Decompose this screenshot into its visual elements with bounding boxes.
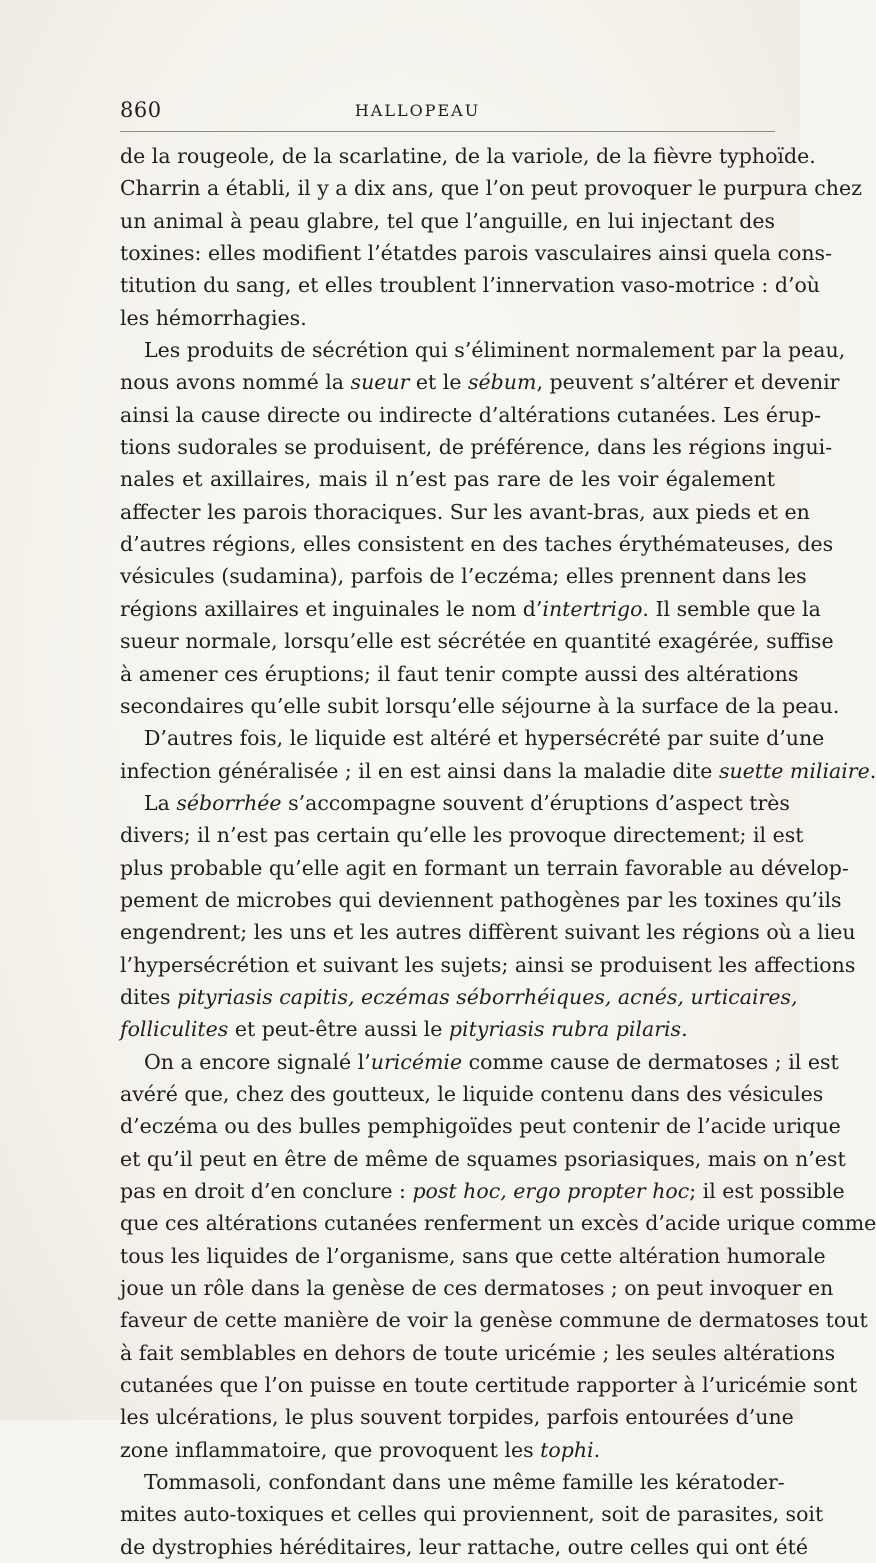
body-text xyxy=(120,140,876,1563)
italic-text: séborrhée xyxy=(176,790,282,815)
text-line: sueur normale, lorsqu’elle est sécrétée en quantité exagérée, suffise xyxy=(120,629,834,654)
text-line xyxy=(120,755,876,787)
text-line: l’hypersécrétion et suivant les sujets; ainsi se produisent les affections xyxy=(120,952,856,977)
text-line: d’autres régions, elles consistent en des taches érythémateuses, des xyxy=(120,532,834,557)
text-segment: pas en droit d’en conclure : xyxy=(120,1179,413,1203)
text-segment: zone inflammatoire, que provoquent les xyxy=(120,1437,541,1462)
text-line: mites auto-toxiques et celles qui proviennent, soit de parasites, soit xyxy=(120,1502,824,1527)
text-line: engendrent; les uns et les autres diffèrent suivant les régions où a lieu xyxy=(120,920,856,945)
text-line: joue un rôle dans la genèse de ces dermatoses ; on peut invoquer en xyxy=(120,1276,834,1301)
text-line: nales et axillaires, mais il n’est pas rare de les voir également xyxy=(120,467,775,492)
text-line: toxines: elles modifient l’étatdes parois vasculaires ainsi quela cons- xyxy=(120,241,832,266)
text-line xyxy=(120,1434,775,1466)
text-line: vésicules (sudamina), parfois de l’eczéma; elles prennent dans les xyxy=(120,564,807,589)
text-line: tous les liquides de l’organisme, sans que cette altération humorale xyxy=(120,1243,826,1268)
header-rule xyxy=(120,131,775,132)
text-line: à amener ces éruptions; il faut tenir compte aussi des altérations xyxy=(120,661,799,686)
text-segment: régions axillaires et inguinales le nom d’ xyxy=(120,596,543,621)
text-segment: et peut-être aussi le xyxy=(228,1017,449,1042)
text-line: de la rougeole, de la scarlatine, de la variole, de la fièvre typhoïde. xyxy=(120,144,816,168)
text-segment: s’accompagne souvent d’éruptions d’aspect très xyxy=(281,790,790,815)
text-segment: infection généralisée ; il en est ainsi dans la maladie dite xyxy=(120,758,719,783)
italic-text: pityriasis rubra pilaris xyxy=(448,1017,682,1042)
text-segment: nous avons nommé la xyxy=(120,370,351,395)
text-line: faveur de cette manière de voir la genèse commune de dermatoses tout xyxy=(120,1308,868,1333)
italic-text: intertrigo xyxy=(542,596,643,621)
text-segment: comme cause de dermatoses ; il est xyxy=(462,1049,839,1074)
text-segment: La xyxy=(144,790,177,815)
text-line xyxy=(120,981,798,1013)
text-segment: On a encore signalé l’ xyxy=(144,1049,371,1074)
text-line: que ces altérations cutanées renferment un excès d’acide urique comme xyxy=(120,1211,876,1236)
text-line xyxy=(120,1175,845,1207)
text-line: à fait semblables en dehors de toute uricémie ; les seules altérations xyxy=(120,1340,836,1365)
text-line: cutanées que l’on puisse en toute certitude rapporter à l’uricémie sont xyxy=(120,1373,858,1398)
text-line: divers; il n’est pas certain qu’elle les provoque directement; il est xyxy=(120,823,804,848)
text-segment: . xyxy=(869,758,876,783)
text-line xyxy=(120,593,821,625)
text-line: D’autres fois, le liquide est altéré et hypersécrété par suite d’une xyxy=(144,726,825,751)
text-line xyxy=(120,1046,839,1078)
italic-text: uricémie xyxy=(370,1049,463,1074)
text-line: tions sudorales se produisent, de préférence, dans les régions ingui- xyxy=(120,435,833,460)
text-line: pement de microbes qui deviennent pathogènes par les toxines qu’ils xyxy=(120,887,842,912)
italic-text: folliculites xyxy=(120,1017,229,1042)
text-segment: dites xyxy=(120,984,178,1009)
text-line: avéré que, chez des goutteux, le liquide contenu dans des vésicules xyxy=(120,1081,824,1106)
running-title: HALLOPEAU xyxy=(354,101,481,120)
italic-text: sueur xyxy=(350,370,410,395)
italic-text: suette miliaire xyxy=(718,758,870,783)
text-line xyxy=(120,1013,775,1045)
italic-text: tophi xyxy=(540,1437,594,1462)
text-line: plus probable qu’elle agit en formant un terrain favorable au dévelop- xyxy=(120,855,849,880)
text-segment: . Il semble que la xyxy=(642,596,821,621)
text-line: un animal à peau glabre, tel que l’anguille, en lui injectant des xyxy=(120,208,775,233)
text-line: titution du sang, et elles troublent l’innervation vaso-motrice : d’où xyxy=(120,273,821,298)
text-line xyxy=(120,366,840,398)
text-line: Tommasoli, confondant dans une même famille les kératoder- xyxy=(144,1470,785,1495)
text-segment: . xyxy=(681,1017,688,1042)
text-segment: , peuvent s’altérer et devenir xyxy=(536,370,840,395)
text-line: les ulcérations, le plus souvent torpides, parfois entourées d’une xyxy=(120,1405,794,1430)
text-line: de dystrophies héréditaires, leur rattache, outre celles qui ont été xyxy=(120,1534,808,1559)
text-line xyxy=(120,787,790,819)
text-segment: . xyxy=(593,1437,601,1462)
text-line: affecter les parois thoraciques. Sur les avant-bras, aux pieds et en xyxy=(120,499,810,524)
page-header xyxy=(120,98,775,128)
text-line: Les produits de sécrétion qui s’éliminent normalement par la peau, xyxy=(144,338,846,363)
text-segment: ; il est possible xyxy=(689,1179,845,1203)
italic-text: pityriasis capitis, eczémas séborrhéiques, acnés, urticaires, xyxy=(177,984,798,1009)
text-line: d’eczéma ou des bulles pemphigoïdes peut contenir de l’acide urique xyxy=(120,1114,841,1139)
text-line: les hémorrhagies. xyxy=(120,305,307,330)
italic-text: post hoc, ergo propter hoc xyxy=(412,1179,690,1203)
text-segment: et le xyxy=(409,370,469,395)
text-line: ainsi la cause directe ou indirecte d’altérations cutanées. Les érup- xyxy=(120,402,822,427)
page-number: 860 xyxy=(120,98,162,122)
italic-text: sébum xyxy=(468,370,537,395)
text-line: secondaires qu’elle subit lorsqu’elle séjourne à la surface de la peau. xyxy=(120,693,840,718)
text-line: et qu’il peut en être de même de squames psoriasiques, mais on n’est xyxy=(120,1146,846,1171)
text-line: Charrin a établi, il y a dix ans, que l’on peut provoquer le purpura chez xyxy=(120,176,862,201)
